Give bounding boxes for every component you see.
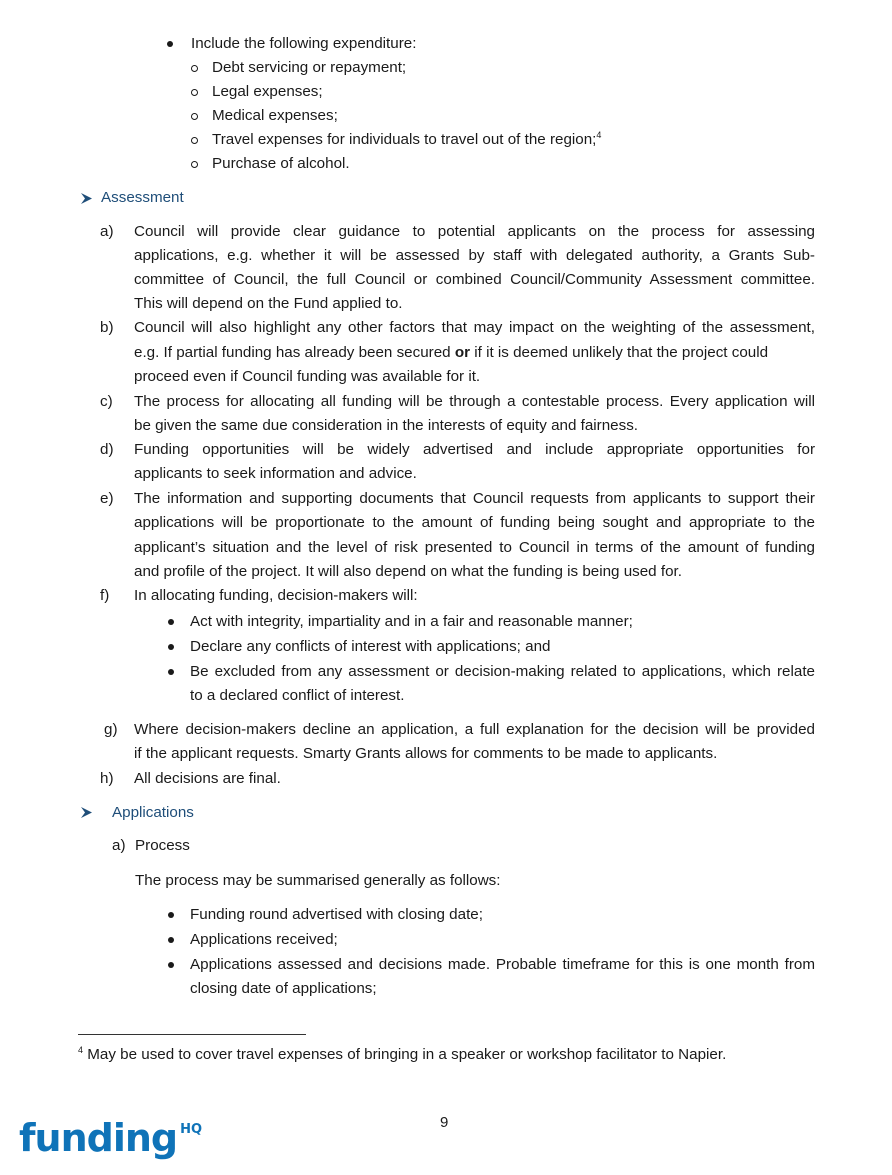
- item-b-line: Council will also highlight any other factors that may impact on the weighting of the assessment,: [134, 319, 815, 336]
- item-b-text: e.g. If partial funding has already been secured: [134, 344, 455, 361]
- expenditure-item: Debt servicing or repayment;: [212, 59, 407, 76]
- item-marker: c): [100, 393, 113, 410]
- item-d-line: Funding opportunities will be widely advertised and include appropriate opportunities for: [134, 441, 815, 458]
- bullet-icon: [168, 669, 174, 675]
- item-marker: e): [100, 490, 114, 507]
- process-bullet: closing date of applications;: [190, 980, 377, 997]
- item-e-line: applications will be proportionate to the amount of funding being sought and appropriate to the: [134, 514, 815, 531]
- item-marker: h): [100, 770, 114, 787]
- item-c-line: be given the same due consideration in the interests of equity and fairness.: [134, 417, 639, 434]
- item-a-line: Council will provide clear guidance to potential applicants on the process for assessing: [134, 223, 815, 240]
- bullet-icon: [167, 41, 173, 47]
- item-f-line: In allocating funding, decision-makers will:: [134, 587, 418, 604]
- footnote-reference: 4: [596, 130, 602, 140]
- arrow-bullet-icon: [80, 806, 93, 819]
- bullet-icon: [168, 619, 174, 625]
- footnote-number: 4: [78, 1045, 84, 1055]
- item-d-line: applicants to seek information and advice.: [134, 465, 417, 482]
- logo-suffix: HQ: [180, 1122, 203, 1137]
- emphasis-text: or: [454, 344, 471, 361]
- process-bullet: Applications assessed and decisions made. Probable timeframe for this is one month from: [190, 956, 815, 973]
- bullet-icon: [168, 912, 174, 918]
- process-summary: The process may be summarised generally as follows:: [135, 872, 501, 889]
- circle-bullet-icon: [191, 161, 198, 168]
- assessment-heading: Assessment: [101, 189, 184, 206]
- footnote-text: May be used to cover travel expenses of bringing in a speaker or workshop facilitator to Napier.: [83, 1046, 727, 1063]
- process-bullet: Funding round advertised with closing date;: [190, 906, 483, 923]
- item-marker: f): [100, 587, 110, 604]
- item-g-line: if the applicant requests. Smarty Grants allows for comments to be made to applicants.: [134, 745, 718, 762]
- item-e-line: The information and supporting documents that Council requests from applicants to support their: [134, 490, 815, 507]
- expenditure-item: Legal expenses;: [212, 83, 323, 100]
- item-a-line: applications, e.g. whether it will be assessed by staff with delegated authority, a Grants Sub-: [134, 247, 815, 264]
- circle-bullet-icon: [191, 89, 198, 96]
- item-h-line: All decisions are final.: [134, 770, 281, 787]
- bullet-icon: [168, 937, 174, 943]
- item-g-line: Where decision-makers decline an application, a full explanation for the decision will be provided: [134, 721, 815, 738]
- circle-bullet-icon: [191, 113, 198, 120]
- item-e-line: applicant’s situation and the level of risk presented to Council in terms of the amount of funding: [134, 539, 815, 556]
- item-f-bullet: Declare any conflicts of interest with applications; and: [190, 638, 551, 655]
- item-f-bullet: to a declared conflict of interest.: [190, 687, 405, 704]
- process-bullet: Applications received;: [190, 931, 338, 948]
- item-marker: b): [100, 319, 114, 336]
- expenditure-item: Purchase of alcohol.: [212, 155, 350, 172]
- item-c-line: The process for allocating all funding will be through a contestable process. Every application will: [134, 393, 815, 410]
- item-marker: g): [104, 721, 118, 738]
- item-b-line: proceed even if Council funding was available for it.: [134, 368, 481, 385]
- page-number: 9: [440, 1114, 449, 1131]
- item-marker: a): [100, 223, 114, 240]
- expenditure-intro: Include the following expenditure:: [191, 35, 417, 52]
- circle-bullet-icon: [191, 65, 198, 72]
- item-marker: d): [100, 441, 114, 458]
- expenditure-item-text: Travel expenses for individuals to travel out of the region;: [212, 131, 597, 148]
- funding-hq-logo: [19, 1108, 202, 1160]
- sub-marker: a): [112, 837, 126, 854]
- footnote-separator: [78, 1034, 306, 1035]
- bullet-icon: [168, 644, 174, 650]
- applications-heading: Applications: [112, 804, 194, 821]
- bullet-icon: [168, 962, 174, 968]
- item-a-line: This will depend on the Fund applied to.: [134, 295, 403, 312]
- footnote: [78, 1046, 726, 1064]
- circle-bullet-icon: [191, 137, 198, 144]
- expenditure-item-travel: [212, 131, 601, 149]
- logo-wordmark: funding: [19, 1116, 178, 1160]
- expenditure-item: Medical expenses;: [212, 107, 338, 124]
- item-f-bullet: Act with integrity, impartiality and in a fair and reasonable manner;: [190, 613, 633, 630]
- item-a-line: committee of Council, the full Council or combined Council/Community Assessment committee.: [134, 271, 815, 288]
- process-heading: Process: [135, 837, 190, 854]
- item-f-bullet: Be excluded from any assessment or decision-making related to applications, which relate: [190, 663, 815, 680]
- item-b-line: [134, 344, 815, 362]
- arrow-bullet-icon: [80, 192, 93, 205]
- item-b-text: if it is deemed unlikely that the project could: [470, 344, 769, 361]
- item-e-line: and profile of the project. It will also depend on what the funding is being used for.: [134, 563, 682, 580]
